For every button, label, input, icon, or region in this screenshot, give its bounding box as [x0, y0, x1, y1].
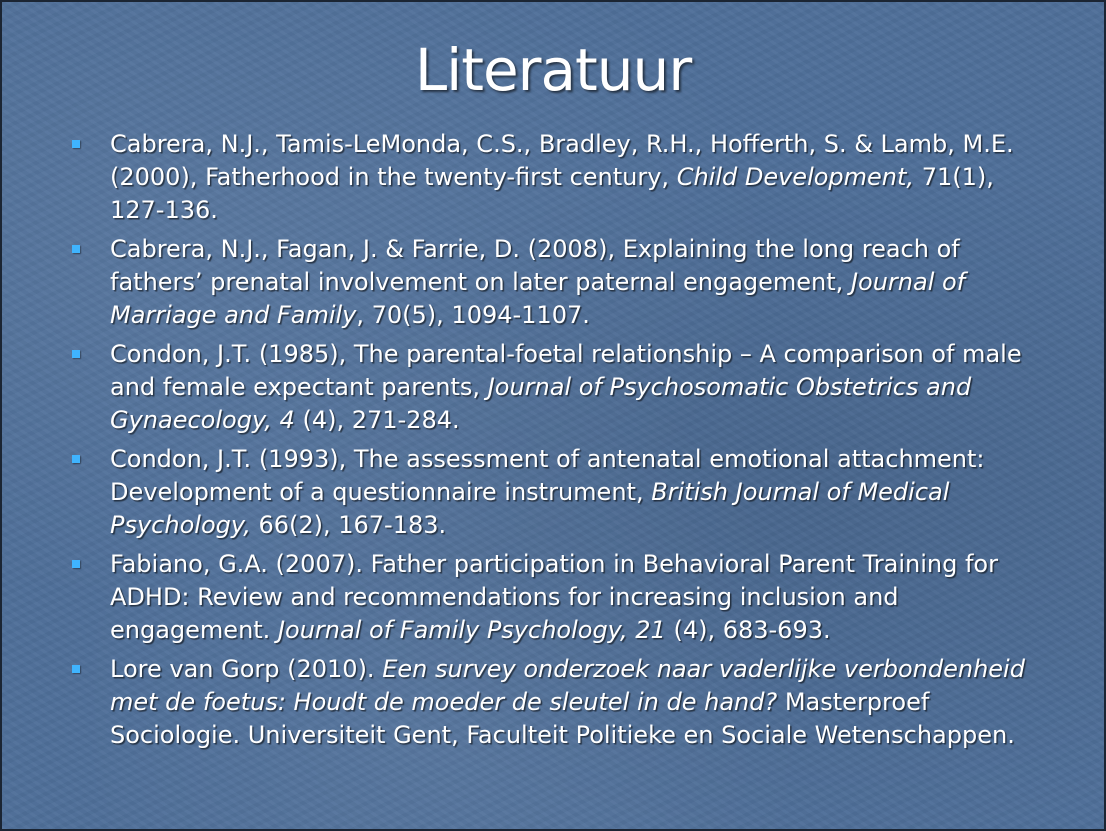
square-bullet-icon: [72, 560, 80, 568]
reference-italic-text: Journal of Psychosomatic Obstetrics and Gynaecology, 4: [110, 373, 972, 434]
reference-text: , 70(5), 1094-1107.: [356, 301, 590, 329]
slide-title: Literatuur: [414, 36, 692, 104]
reference-text: Cabrera, N.J., Tamis-LeMonda, C.S., Bradley, R.H., Hofferth, S. & Lamb, M.E. (2000), Fatherhood in the twenty-first century,: [110, 130, 1014, 191]
reference-italic-text: Journal of Family Psychology, 21: [277, 616, 666, 644]
reference-italic-text: Journal of Marriage and Family: [110, 268, 966, 329]
reference-item: [68, 548, 1048, 647]
square-bullet-icon: [72, 140, 80, 148]
reference-text: Cabrera, N.J., Fagan, J. & Farrie, D. (2008), Explaining the long reach of fathers’ prenatal involvement on later paternal engagement,: [110, 235, 960, 296]
reference-text: Masterproef Sociologie. Universiteit Gent, Faculteit Politieke en Sociale Wetenschappen.: [110, 688, 1015, 749]
reference-item: [68, 653, 1048, 752]
reference-text: 71(1), 127-136.: [110, 163, 994, 224]
reference-text: (4), 683-693.: [665, 616, 831, 644]
reference-italic-text: British Journal of Medical Psychology,: [110, 478, 950, 539]
reference-text: (4), 271-284.: [294, 406, 460, 434]
square-bullet-icon: [72, 665, 80, 673]
reference-text: Lore van Gorp (2010).: [110, 655, 383, 683]
reference-italic-text: Child Development,: [676, 163, 915, 191]
square-bullet-icon: [72, 245, 80, 253]
reference-item: [68, 128, 1048, 227]
reference-item: [68, 443, 1048, 542]
reference-text: Condon, J.T. (1993), The assessment of antenatal emotional attachment: Development of a questionnaire instrument,: [110, 445, 985, 506]
reference-list: [68, 128, 1048, 758]
square-bullet-icon: [72, 350, 80, 358]
reference-text: Condon, J.T. (1985), The parental-foetal relationship – A comparison of male and female expectant parents,: [110, 340, 1022, 401]
reference-text: 66(2), 167-183.: [250, 511, 447, 539]
reference-italic-text: Een survey onderzoek naar vaderlijke verbondenheid met de foetus: Houdt de moeder de sleutel in de hand?: [110, 655, 1025, 716]
reference-item: [68, 233, 1048, 332]
reference-text: Fabiano, G.A. (2007). Father participation in Behavioral Parent Training for ADHD: Review and recommendations for increasing inclusion and engagement.: [110, 550, 998, 644]
reference-item: [68, 338, 1048, 437]
square-bullet-icon: [72, 455, 80, 463]
